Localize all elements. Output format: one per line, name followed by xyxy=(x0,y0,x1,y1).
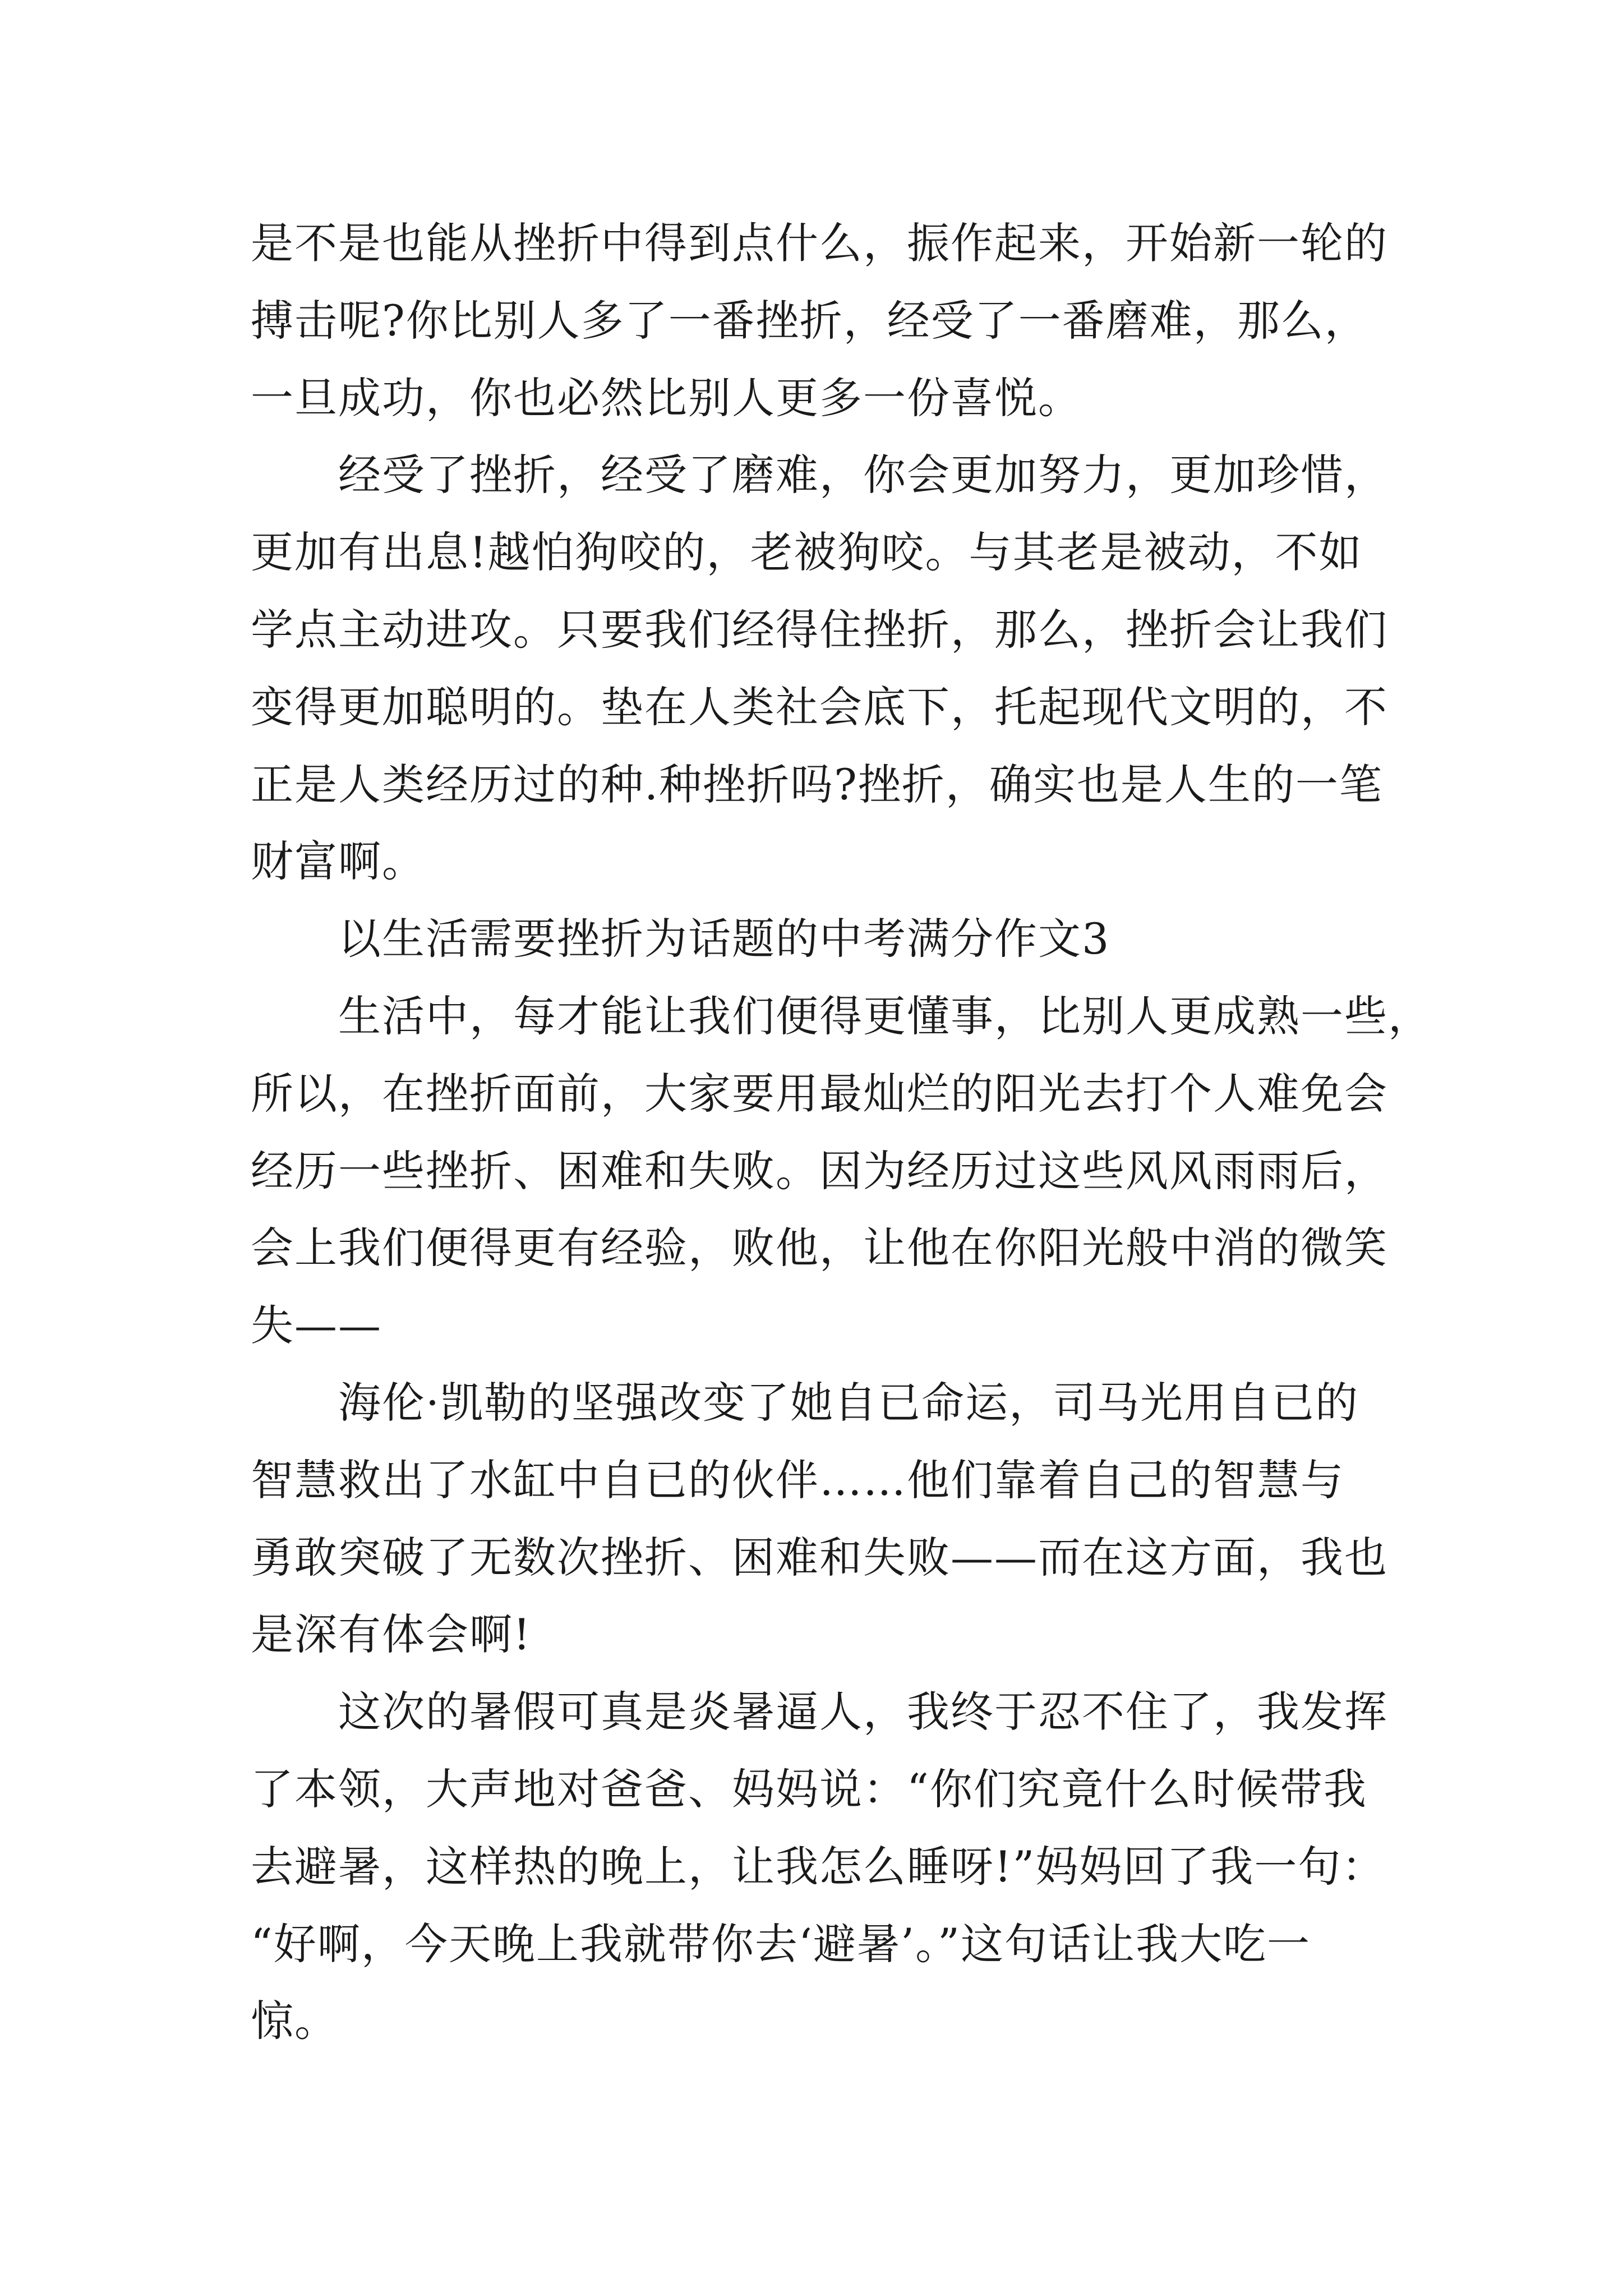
section-title xyxy=(251,900,1513,978)
section-title-text: 以生活需要挫折为话题的中考满分作文3 xyxy=(338,914,1110,964)
text-line: “好啊，今天晚上我就带你去‘避暑’。”这句话让我大吃一 xyxy=(251,1918,1311,1969)
paragraph xyxy=(251,205,1513,436)
text-line: 经历一些挫折、困难和失败。因为经历过这些风风雨雨后， xyxy=(251,1145,1388,1196)
text-line: 经受了挫折，经受了磨难，你会更加努力，更加珍惜， xyxy=(338,450,1388,500)
paragraph xyxy=(251,1364,1513,1673)
text-line: 了本领，大声地对爸爸、妈妈说：“你们究竟什么时候带我 xyxy=(251,1764,1367,1814)
paragraph xyxy=(251,436,1513,900)
text-line: 是深有体会啊! xyxy=(251,1609,532,1660)
text-line: 一旦成功，你也必然比别人更多一份喜悦。 xyxy=(251,372,1082,423)
text-line: 海伦·凯勒的坚强改变了她自已命运，司马光用自已的 xyxy=(338,1377,1359,1428)
text-line: 财富啊。 xyxy=(251,836,426,887)
text-line: 会上我们便得更有经验，败他，让他在你阳光般中消的微笑 xyxy=(251,1223,1388,1273)
text-line: 变得更加聪明的。垫在人类社会底下，托起现代文明的，不 xyxy=(251,682,1388,732)
text-line: 学点主动进攻。只要我们经得住挫折，那么，挫折会让我们 xyxy=(251,604,1388,655)
text-line: 惊。 xyxy=(251,1996,338,2046)
text-line: 搏击呢?你比别人多了一番挫折，经受了一番磨难，那么， xyxy=(251,295,1368,346)
text-line: 是不是也能从挫折中得到点什么，振作起来，开始新一轮的 xyxy=(251,218,1388,268)
text-line: 智慧救出了水缸中自已的伙伴……他们靠着自己的智慧与 xyxy=(251,1455,1344,1505)
document-body xyxy=(251,205,1513,2060)
text-line: 更加有出息!越怕狗咬的，老被狗咬。与其老是被动，不如 xyxy=(251,527,1363,578)
text-line: 这次的暑假可真是炎暑逼人，我终于忍不住了，我发挥 xyxy=(338,1687,1388,1737)
text-line: 去避暑，这样热的晚上，让我怎么睡呀!”妈妈回了我一句： xyxy=(251,1841,1386,1892)
text-line: 失—— xyxy=(251,1300,382,1351)
text-line: 所以，在挫折面前，大家要用最灿烂的阳光去打个人难免会 xyxy=(251,1068,1388,1119)
text-line: 勇敢突破了无数次挫折、困难和失败——而在这方面，我也 xyxy=(251,1532,1388,1582)
text-line: 正是人类经历过的种.种挫折吗?挫折，确实也是人生的一笔 xyxy=(251,759,1383,809)
text-line: 生活中，每才能让我们便得更懂事，比别人更成熟一些， xyxy=(338,991,1432,1041)
paragraph xyxy=(251,1673,1513,2060)
paragraph xyxy=(251,978,1513,1364)
